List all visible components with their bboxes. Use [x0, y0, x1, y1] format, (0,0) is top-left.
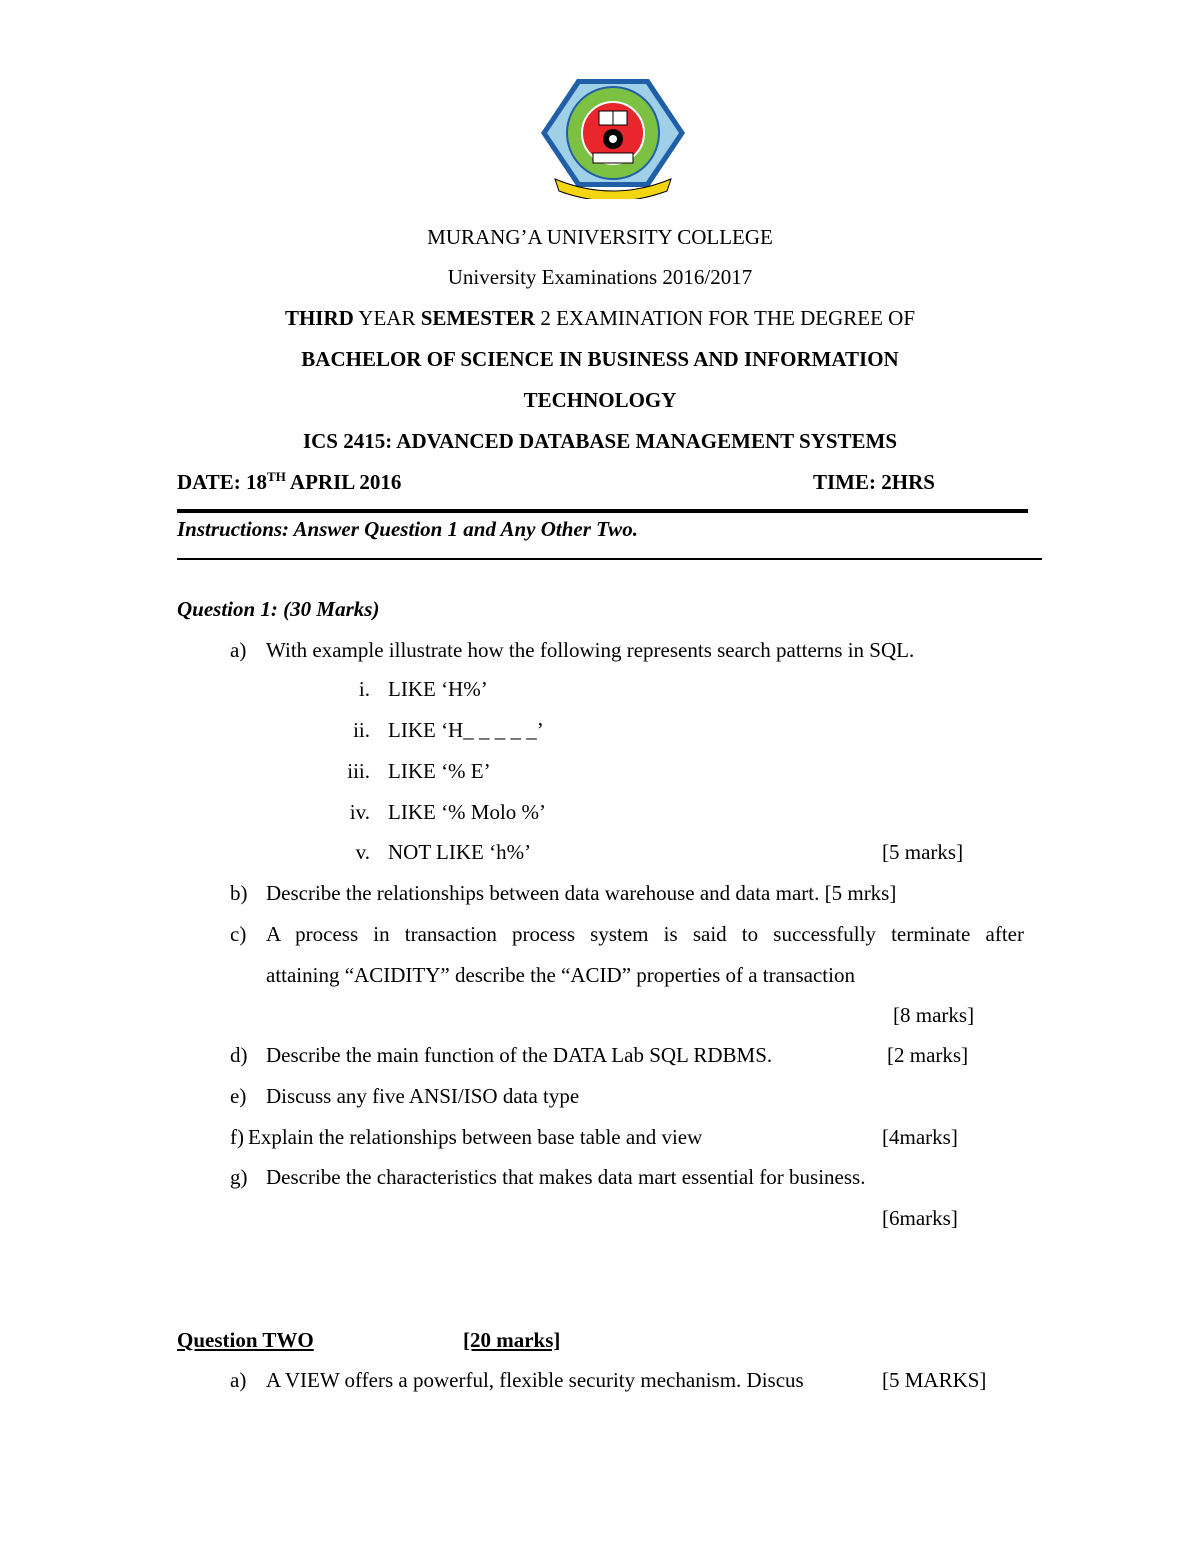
q1-sub-text: LIKE ‘H%’ [388, 677, 488, 701]
q1-a-marks: [5 marks] [882, 840, 964, 864]
year-word: YEAR [353, 306, 421, 330]
course-title: ICS 2415: ADVANCED DATABASE MANAGEMENT SYSTEMS [302, 429, 898, 453]
q1-g-marks: [6marks] [882, 1206, 958, 1230]
degree-line-2: TECHNOLOGY [523, 388, 677, 412]
q1-c-text-line2: attaining “ACIDITY” describe the “ACID” properties of a transaction [266, 963, 855, 987]
q1-g-text: Describe the characteristics that makes data mart essential for business. [266, 1165, 866, 1189]
instructions: Instructions: Answer Question 1 and Any Other Two. [177, 517, 638, 541]
q1-e-text: Discuss any five ANSI/ISO data type [266, 1084, 580, 1108]
university-logo [537, 75, 689, 199]
q1-e-label: e) [230, 1084, 247, 1108]
exam-date [177, 470, 401, 494]
q1-sub-text: LIKE ‘H_ _ _ _ _’ [388, 718, 544, 742]
q2-a-text: A VIEW offers a powerful, flexible security mechanism. Discus [266, 1368, 804, 1392]
q1-sub-text: NOT LIKE ‘h%’ [388, 840, 532, 864]
q1-a-text: With example illustrate how the following represents search patterns in SQL. [266, 638, 915, 662]
q1-f-label: f) [230, 1125, 244, 1149]
question-1-title: Question 1: (30 Marks) [177, 597, 380, 621]
q1-a-label: a) [230, 638, 247, 662]
header-divider-thick [177, 509, 1028, 513]
question-2-marks: [20 marks] [463, 1328, 561, 1352]
semester-word: SEMESTER [420, 306, 536, 330]
header-divider-thin [177, 558, 1042, 560]
question-2-title [177, 1328, 389, 1352]
exam-session: University Examinations 2016/2017 [447, 265, 753, 289]
q2-a-marks: [5 MARKS] [882, 1368, 987, 1392]
q1-c-label: c) [230, 922, 247, 946]
date-rest: APRIL 2016 [285, 470, 402, 494]
q1-b-text: Describe the relationships between data warehouse and data mart. [5 mrks] [266, 881, 897, 905]
q1-g-label: g) [230, 1165, 248, 1189]
q1-b-label: b) [230, 881, 248, 905]
q1-sub-num: i. [358, 677, 370, 701]
q1-c-text-line1: A process in transaction process system is said to successfully terminate after [266, 922, 1024, 946]
question-2-title-text: Question TWO [177, 1328, 314, 1352]
q2-a-label: a) [230, 1368, 247, 1392]
exam-for: 2 EXAMINATION FOR THE DEGREE OF [535, 306, 916, 330]
date-superscript: TH [267, 469, 286, 484]
year-semester-line [0, 306, 1200, 330]
year-prefix: THIRD [284, 306, 354, 330]
q1-f-marks: [4marks] [882, 1125, 958, 1149]
q1-d-marks: [2 marks] [887, 1043, 969, 1067]
degree-line-1: BACHELOR OF SCIENCE IN BUSINESS AND INFORMATION [301, 347, 899, 371]
exam-time: TIME: 2HRS [813, 470, 935, 494]
date-label: DATE: 18 [177, 470, 268, 494]
q1-sub-num: ii. [353, 718, 370, 742]
institution-name: MURANG’A UNIVERSITY COLLEGE [427, 225, 773, 249]
q1-sub-text: LIKE ‘% E’ [388, 759, 491, 783]
q1-d-text: Describe the main function of the DATA Lab SQL RDBMS. [266, 1043, 773, 1067]
q1-c-marks: [8 marks] [893, 1003, 975, 1027]
q1-sub-num: v. [355, 840, 370, 864]
q1-d-label: d) [230, 1043, 248, 1067]
q1-f-text: Explain the relationships between base table and view [248, 1125, 703, 1149]
q1-sub-num: iv. [349, 800, 370, 824]
q1-sub-text: LIKE ‘% Molo %’ [388, 800, 547, 824]
q1-sub-num: iii. [347, 759, 370, 783]
